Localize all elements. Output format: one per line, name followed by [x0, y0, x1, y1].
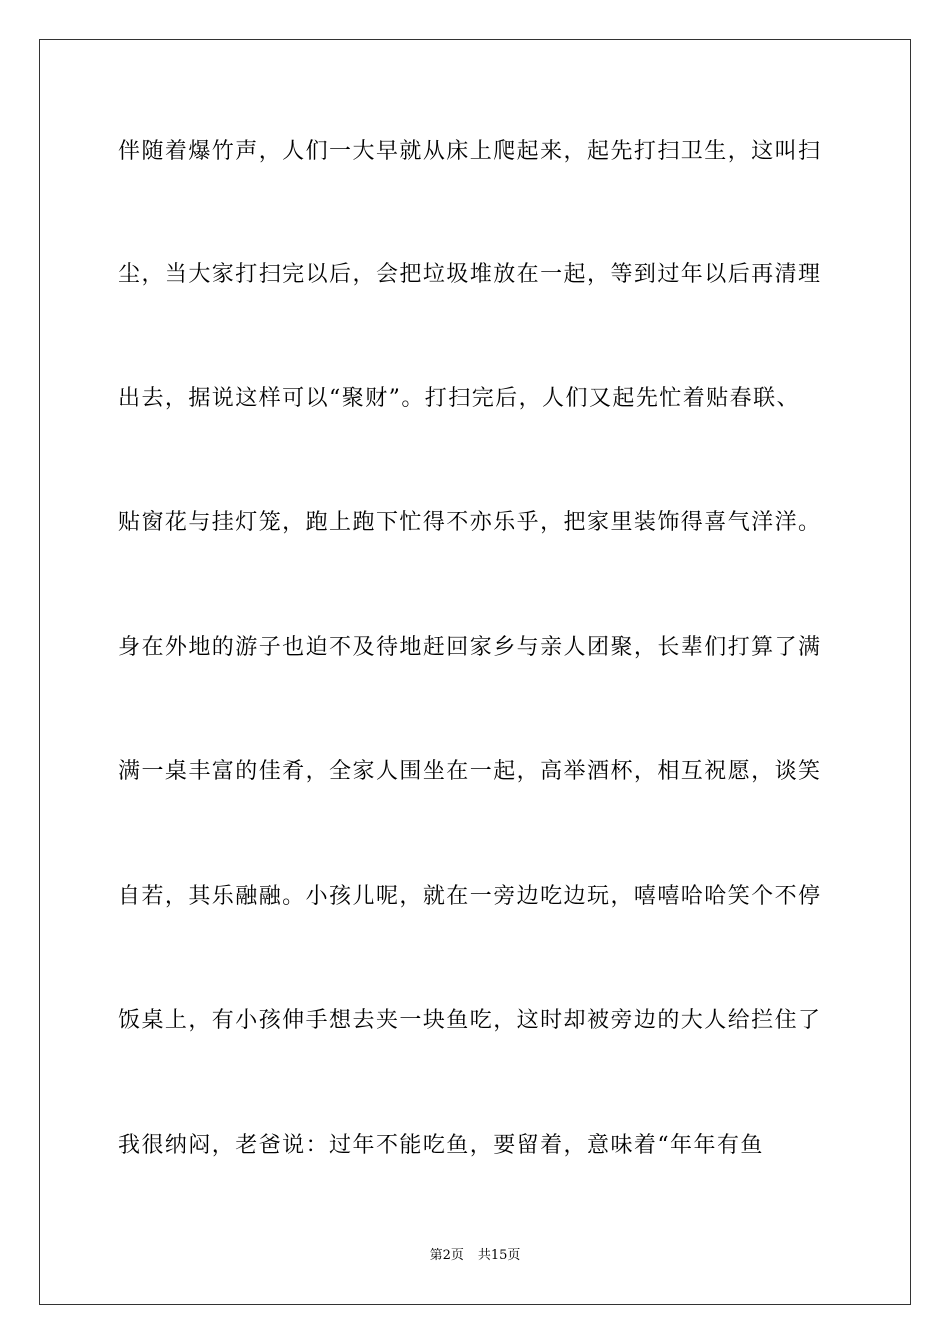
paragraph-line-9: 我很纳闷，老爸说：过年不能吃鱼，要留着，意味着“年年有鱼 [118, 1133, 764, 1158]
page-total: 共15页 [477, 1248, 521, 1263]
paragraph-line-4: 贴窗花与挂灯笼，跑上跑下忙得不亦乐乎，把家里装饰得喜气洋洋。 [118, 510, 822, 535]
page-border [39, 39, 911, 1305]
paragraph-line-6: 满一桌丰富的佳肴，全家人围坐在一起，高举酒杯，相互祝愿，谈笑 [118, 759, 822, 784]
paragraph-line-7: 自若，其乐融融。小孩儿呢，就在一旁边吃边玩，嘻嘻哈哈笑个不停 [118, 884, 822, 909]
page-number: 第2页 [429, 1248, 464, 1263]
paragraph-line-1: 伴随着爆竹声，人们一大早就从床上爬起来，起先打扫卫生，这叫扫 [118, 139, 822, 164]
paragraph-line-5: 身在外地的游子也迫不及待地赶回家乡与亲人团聚，长辈们打算了满 [118, 635, 822, 660]
page-footer [0, 1247, 950, 1265]
paragraph-line-2: 尘，当大家打扫完以后，会把垃圾堆放在一起，等到过年以后再清理 [118, 262, 822, 287]
paragraph-line-3: 出去，据说这样可以“聚财”。打扫完后，人们又起先忙着贴春联、 [118, 386, 800, 411]
paragraph-line-8: 饭桌上，有小孩伸手想去夹一块鱼吃，这时却被旁边的大人给拦住了 [118, 1008, 822, 1033]
